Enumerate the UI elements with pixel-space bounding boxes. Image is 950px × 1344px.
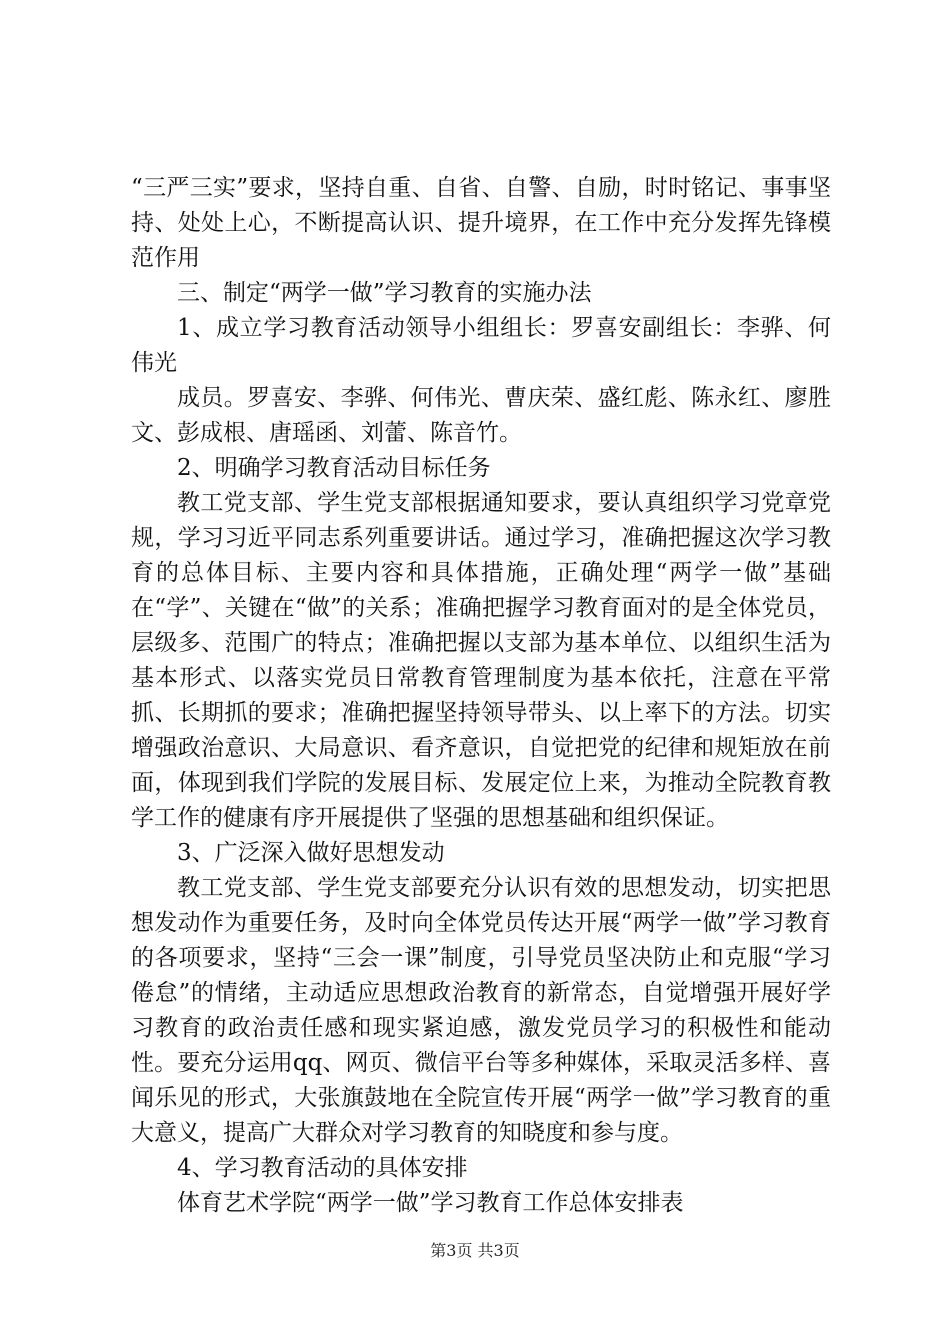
item-heading-arrangement: 4、学习教育活动的具体安排 [177, 1155, 468, 1181]
item-heading-mobilization: 3、广泛深入做好思想发动 [177, 840, 445, 866]
item-heading-leadership-group: 1、成立学习教育活动领导小组组长：罗喜安副组长：李骅、何伟光 [131, 315, 831, 376]
paragraph-members: 成员。罗喜安、李骅、何伟光、曹庆荣、盛红彪、陈永红、廖胜文、彭成根、唐瑶函、刘蕾、陈音竹。 [131, 385, 831, 446]
item-heading-goals: 2、明确学习教育活动目标任务 [177, 455, 491, 481]
paragraph-goals: 教工党支部、学生党支部根据通知要求，要认真组织学习党章党规，学习习近平同志系列重要讲话。通过学习，准确把握这次学习教育的总体目标、主要内容和具体措施，正确处理“两学一做”基础在“学”、关键在“做”的关系；准确把握学习教育面对的是全体党员，层级多、范围广的特点；准确把握以支部为基本单位、以组织生活为基本形式、以落实党员日常教育管理制度为基本依托，注意在平常抓、长期抓的要求；准确把握坚持领导带头、以上率下的方法。切实增强政治意识、大局意识、看齐意识，自觉把党的纪律和规矩放在前面，体现到我们学院的发展目标、发展定位上来，为推动全院教育教学工作的健康有序开展提供了坚强的思想基础和组织保证。 [131, 490, 831, 831]
document-body [131, 171, 831, 1221]
page-footer [0, 1241, 950, 1261]
table-caption: 体育艺术学院“两学一做”学习教育工作总体安排表 [177, 1190, 684, 1216]
section-heading-implementation: 三、制定“两学一做”学习教育的实施办法 [177, 280, 592, 306]
paragraph-continuation: “三严三实”要求，坚持自重、自省、自警、自励，时时铭记、事事坚持、处处上心，不断提高认识、提升境界，在工作中充分发挥先锋模范作用 [131, 175, 831, 271]
paragraph-mobilization: 教工党支部、学生党支部要充分认识有效的思想发动，切实把思想发动作为重要任务，及时向全体党员传达开展“两学一做”学习教育的各项要求，坚持“三会一课”制度，引导党员坚决防止和克服“学习倦怠”的情绪，主动适应思想政治教育的新常态，自觉增强开展好学习教育的政治责任感和现实紧迫感，激发党员学习的积极性和能动性。要充分运用qq、网页、微信平台等多种媒体，采取灵活多样、喜闻乐见的形式，大张旗鼓地在全院宣传开展“两学一做”学习教育的重大意义，提高广大群众对学习教育的知晓度和参与度。 [131, 875, 831, 1146]
page-number-label: 第3页 共3页 [430, 1241, 520, 1260]
